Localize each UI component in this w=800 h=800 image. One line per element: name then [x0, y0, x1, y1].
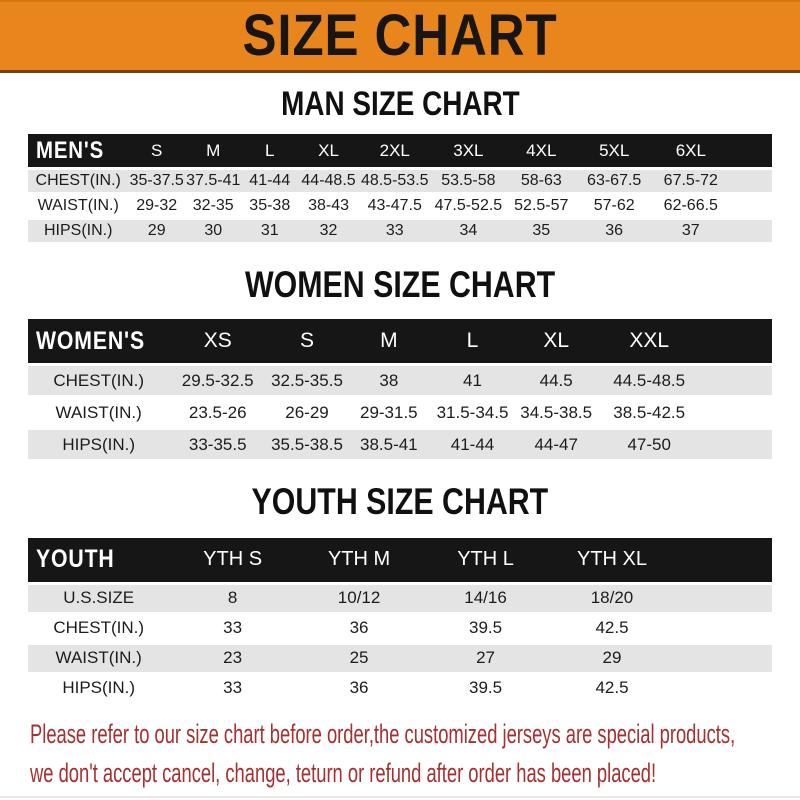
column-header: YTH S — [169, 538, 295, 582]
column-header: M — [185, 134, 242, 167]
size-value-cell: 32.5-35.5 — [266, 366, 348, 395]
column-header: 2XL — [359, 134, 430, 167]
disclaimer-line-2: we don't accept cancel, change, teturn or refund after order has been placed! — [30, 757, 657, 788]
table-row — [28, 615, 772, 642]
size-value-cell: 29-31.5 — [348, 398, 430, 427]
column-header: L — [242, 134, 299, 167]
size-value-cell: 63-67.5 — [576, 170, 652, 192]
size-value-cell: 33 — [169, 675, 295, 702]
row-label: WAIST(IN.) — [28, 195, 128, 217]
size-value-cell: 29-32 — [128, 195, 185, 217]
size-value-cell: 31 — [242, 220, 299, 242]
size-value-cell: 29 — [128, 220, 185, 242]
header-spacer-cell — [701, 319, 772, 363]
women-table — [28, 316, 772, 462]
size-value-cell: 35-37.5 — [128, 170, 185, 192]
table-row — [28, 645, 772, 672]
section-heading-men — [0, 86, 800, 123]
size-value-cell: 43-47.5 — [359, 195, 430, 217]
table-row — [28, 366, 772, 395]
men-table — [28, 131, 772, 245]
size-value-cell: 33-35.5 — [169, 430, 266, 459]
size-value-cell: 47.5-52.5 — [430, 195, 506, 217]
size-value-cell: 14/16 — [422, 585, 548, 612]
size-value-cell: 52.5-57 — [506, 195, 576, 217]
size-value-cell: 44-48.5 — [298, 170, 359, 192]
size-value-cell: 29.5-32.5 — [169, 366, 266, 395]
size-value-cell: 44-47 — [515, 430, 597, 459]
bottom-divider — [0, 796, 800, 798]
table-row — [28, 585, 772, 612]
row-spacer-cell — [730, 220, 773, 242]
size-value-cell: 62-66.5 — [652, 195, 729, 217]
size-value-cell: 34 — [430, 220, 506, 242]
youth-table-title: YOUTH — [28, 538, 169, 582]
column-header: YTH XL — [549, 538, 675, 582]
column-header: XXL — [597, 319, 701, 363]
size-value-cell: 41 — [430, 366, 516, 395]
women-size-table — [0, 316, 800, 462]
column-header: YTH L — [422, 538, 548, 582]
size-value-cell: 57-62 — [576, 195, 652, 217]
men-size-table — [0, 131, 800, 245]
table-row — [28, 170, 772, 192]
size-value-cell: 53.5-58 — [430, 170, 506, 192]
youth-size-table — [0, 535, 800, 705]
size-value-cell: 37 — [652, 220, 729, 242]
size-value-cell: 35 — [506, 220, 576, 242]
column-header: 4XL — [506, 134, 576, 167]
table-header-row — [28, 538, 772, 582]
size-value-cell: 25 — [296, 645, 422, 672]
table-header-row — [28, 134, 772, 167]
size-value-cell: 10/12 — [296, 585, 422, 612]
size-value-cell: 42.5 — [549, 615, 675, 642]
section-heading-women — [0, 265, 800, 306]
column-header: S — [266, 319, 348, 363]
row-spacer-cell — [675, 645, 772, 672]
size-value-cell: 27 — [422, 645, 548, 672]
column-header: YTH M — [296, 538, 422, 582]
row-label: WAIST(IN.) — [28, 398, 169, 427]
men-table-title: MEN'S — [28, 134, 128, 167]
size-value-cell: 48.5-53.5 — [359, 170, 430, 192]
size-chart-banner — [0, 0, 800, 73]
size-value-cell: 38 — [348, 366, 430, 395]
column-header: XL — [515, 319, 597, 363]
column-header: M — [348, 319, 430, 363]
banner-title: SIZE CHART — [242, 3, 558, 68]
column-header: S — [128, 134, 185, 167]
row-label: CHEST(IN.) — [28, 615, 169, 642]
row-spacer-cell — [675, 585, 772, 612]
row-label: U.S.SIZE — [28, 585, 169, 612]
row-label: CHEST(IN.) — [28, 366, 169, 395]
column-header: 6XL — [652, 134, 729, 167]
table-row — [28, 675, 772, 702]
size-value-cell: 58-63 — [506, 170, 576, 192]
size-value-cell: 37.5-41 — [185, 170, 242, 192]
row-label: HIPS(IN.) — [28, 675, 169, 702]
header-spacer-cell — [675, 538, 772, 582]
size-value-cell: 47-50 — [597, 430, 701, 459]
size-value-cell: 34.5-38.5 — [515, 398, 597, 427]
size-value-cell: 33 — [169, 615, 295, 642]
section-heading-youth — [0, 482, 800, 523]
size-value-cell: 29 — [549, 645, 675, 672]
column-header: XL — [298, 134, 359, 167]
row-label: HIPS(IN.) — [28, 220, 128, 242]
size-value-cell: 35-38 — [242, 195, 299, 217]
size-value-cell: 18/20 — [549, 585, 675, 612]
row-spacer-cell — [701, 398, 772, 427]
women-table-title: WOMEN'S — [28, 319, 169, 363]
size-value-cell: 38.5-41 — [348, 430, 430, 459]
disclaimer-text — [30, 717, 800, 795]
row-label: HIPS(IN.) — [28, 430, 169, 459]
size-value-cell: 67.5-72 — [652, 170, 729, 192]
size-value-cell: 30 — [185, 220, 242, 242]
size-value-cell: 26-29 — [266, 398, 348, 427]
size-value-cell: 35.5-38.5 — [266, 430, 348, 459]
column-header: 3XL — [430, 134, 506, 167]
column-header: L — [430, 319, 516, 363]
size-value-cell: 36 — [576, 220, 652, 242]
size-value-cell: 31.5-34.5 — [430, 398, 516, 427]
women-heading-text: WOMEN SIZE CHART — [244, 264, 556, 306]
table-row — [28, 398, 772, 427]
size-value-cell: 38.5-42.5 — [597, 398, 701, 427]
size-value-cell: 39.5 — [422, 615, 548, 642]
disclaimer-line-1: Please refer to our size chart before order,the customized jerseys are special products, — [30, 718, 736, 749]
header-spacer-cell — [730, 134, 773, 167]
size-value-cell: 32 — [298, 220, 359, 242]
size-value-cell: 8 — [169, 585, 295, 612]
column-header: 5XL — [576, 134, 652, 167]
size-value-cell: 33 — [359, 220, 430, 242]
size-value-cell: 36 — [296, 675, 422, 702]
table-row — [28, 195, 772, 217]
size-value-cell: 41-44 — [430, 430, 516, 459]
row-label: CHEST(IN.) — [28, 170, 128, 192]
table-header-row — [28, 319, 772, 363]
table-row — [28, 430, 772, 459]
column-header: XS — [169, 319, 266, 363]
row-spacer-cell — [730, 170, 773, 192]
youth-table — [28, 535, 772, 705]
men-heading-text: MAN SIZE CHART — [280, 85, 520, 123]
row-spacer-cell — [701, 430, 772, 459]
size-value-cell: 44.5-48.5 — [597, 366, 701, 395]
youth-heading-text: YOUTH SIZE CHART — [251, 481, 549, 523]
row-spacer-cell — [675, 615, 772, 642]
size-value-cell: 39.5 — [422, 675, 548, 702]
size-value-cell: 42.5 — [549, 675, 675, 702]
size-value-cell: 38-43 — [298, 195, 359, 217]
row-spacer-cell — [730, 195, 773, 217]
row-spacer-cell — [675, 675, 772, 702]
row-label: WAIST(IN.) — [28, 645, 169, 672]
size-value-cell: 36 — [296, 615, 422, 642]
size-value-cell: 32-35 — [185, 195, 242, 217]
size-value-cell: 44.5 — [515, 366, 597, 395]
size-value-cell: 23.5-26 — [169, 398, 266, 427]
row-spacer-cell — [701, 366, 772, 395]
table-row — [28, 220, 772, 242]
size-value-cell: 41-44 — [242, 170, 299, 192]
size-value-cell: 23 — [169, 645, 295, 672]
